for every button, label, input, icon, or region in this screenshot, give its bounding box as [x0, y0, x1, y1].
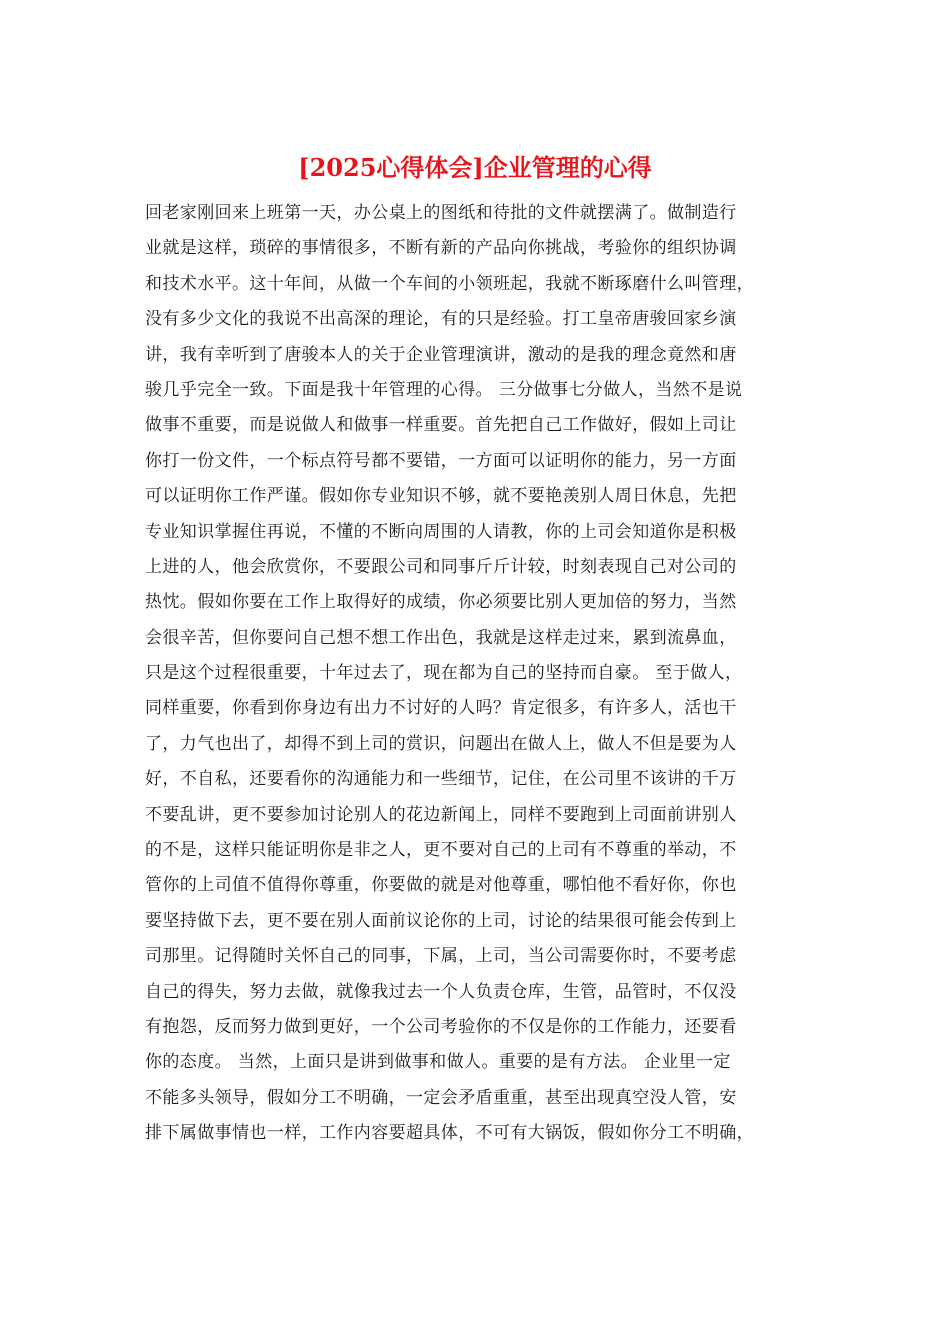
body-line: 和技术水平。这十年间，从做一个车间的小领班起，我就不断琢磨什么叫管理， — [145, 273, 754, 294]
body-line: 不能多头领导，假如分工不明确，一定会矛盾重重，甚至出现真空没人管，安 — [145, 1087, 737, 1108]
body-line: 了，力气也出了，却得不到上司的赏识，问题出在做人上，做人不但是要为人 — [145, 733, 737, 754]
body-line: 自己的得失，努力去做，就像我过去一个人负责仓库，生管，品管时，不仅没 — [145, 981, 737, 1002]
body-line: 排下属做事情也一样，工作内容要超具体，不可有大锅饭，假如你分工不明确， — [145, 1123, 754, 1144]
body-line: 回老家刚回来上班第一天，办公桌上的图纸和待批的文件就摆满了。做制造行 — [145, 203, 737, 223]
body-line: 专业知识掌握住再说，不懂的不断向周围的人请教，你的上司会知道你是积极 — [145, 521, 737, 542]
body-line: 上进的人，他会欣赏你，不要跟公司和同事斤斤计较，时刻表现自己对公司的 — [145, 556, 737, 577]
body-line: 骏几乎完全一致。下面是我十年管理的心得。 三分做事七分做人，当然不是说 — [145, 379, 743, 400]
body-line: 你的态度。 当然，上面只是讲到做事和做人。重要的是有方法。 企业里一定 — [145, 1052, 731, 1073]
body-line: 管你的上司值不值得你尊重，你要做的就是对他尊重，哪怕他不看好你，你也 — [145, 875, 737, 896]
body-line: 没有多少文化的我说不出高深的理论，有的只是经验。打工皇帝唐骏回家乡演 — [145, 309, 737, 330]
body-line: 业就是这样，琐碎的事情很多，不断有新的产品向你挑战，考验你的组织协调 — [145, 238, 737, 259]
body-line: 可以证明你工作严谨。假如你专业知识不够，就不要艳羡别人周日休息，先把 — [145, 486, 737, 507]
body-line: 只是这个过程很重要，十年过去了，现在都为自己的坚持而自豪。 至于做人， — [145, 663, 743, 684]
body-line: 好，不自私，还要看你的沟通能力和一些细节，记住，在公司里不该讲的千万 — [145, 769, 737, 790]
document-body — [145, 196, 805, 1152]
document-title: [2025心得体会]企业管理的心得 — [298, 153, 652, 182]
body-line: 做事不重要，而是说做人和做事一样重要。首先把自己工作做好，假如上司让 — [145, 415, 737, 436]
body-line: 司那里。记得随时关怀自己的同事，下属，上司，当公司需要你时，不要考虑 — [145, 946, 737, 967]
body-line: 同样重要，你看到你身边有出力不讨好的人吗？肯定很多，有许多人，活也干 — [145, 698, 737, 719]
body-line: 会很辛苦，但你要问自己想不想工作出色，我就是这样走过来，累到流鼻血， — [145, 627, 737, 648]
body-line: 讲，我有幸听到了唐骏本人的关于企业管理演讲，激动的是我的理念竟然和唐 — [145, 344, 737, 365]
body-line: 不要乱讲，更不要参加讨论别人的花边新闻上，同样不要跑到上司面前讲别人 — [145, 804, 737, 825]
body-line: 的不是，这样只能证明你是非之人，更不要对自己的上司有不尊重的举动，不 — [145, 840, 737, 861]
body-line: 要坚持做下去，更不要在别人面前议论你的上司，讨论的结果很可能会传到上 — [145, 910, 737, 931]
body-line: 你打一份文件，一个标点符号都不要错，一方面可以证明你的能力，另一方面 — [145, 450, 737, 471]
body-line: 热忱。假如你要在工作上取得好的成绩，你必须要比别人更加倍的努力，当然 — [145, 592, 737, 613]
body-line: 有抱怨，反而努力做到更好，一个公司考验你的不仅是你的工作能力，还要看 — [145, 1016, 737, 1037]
